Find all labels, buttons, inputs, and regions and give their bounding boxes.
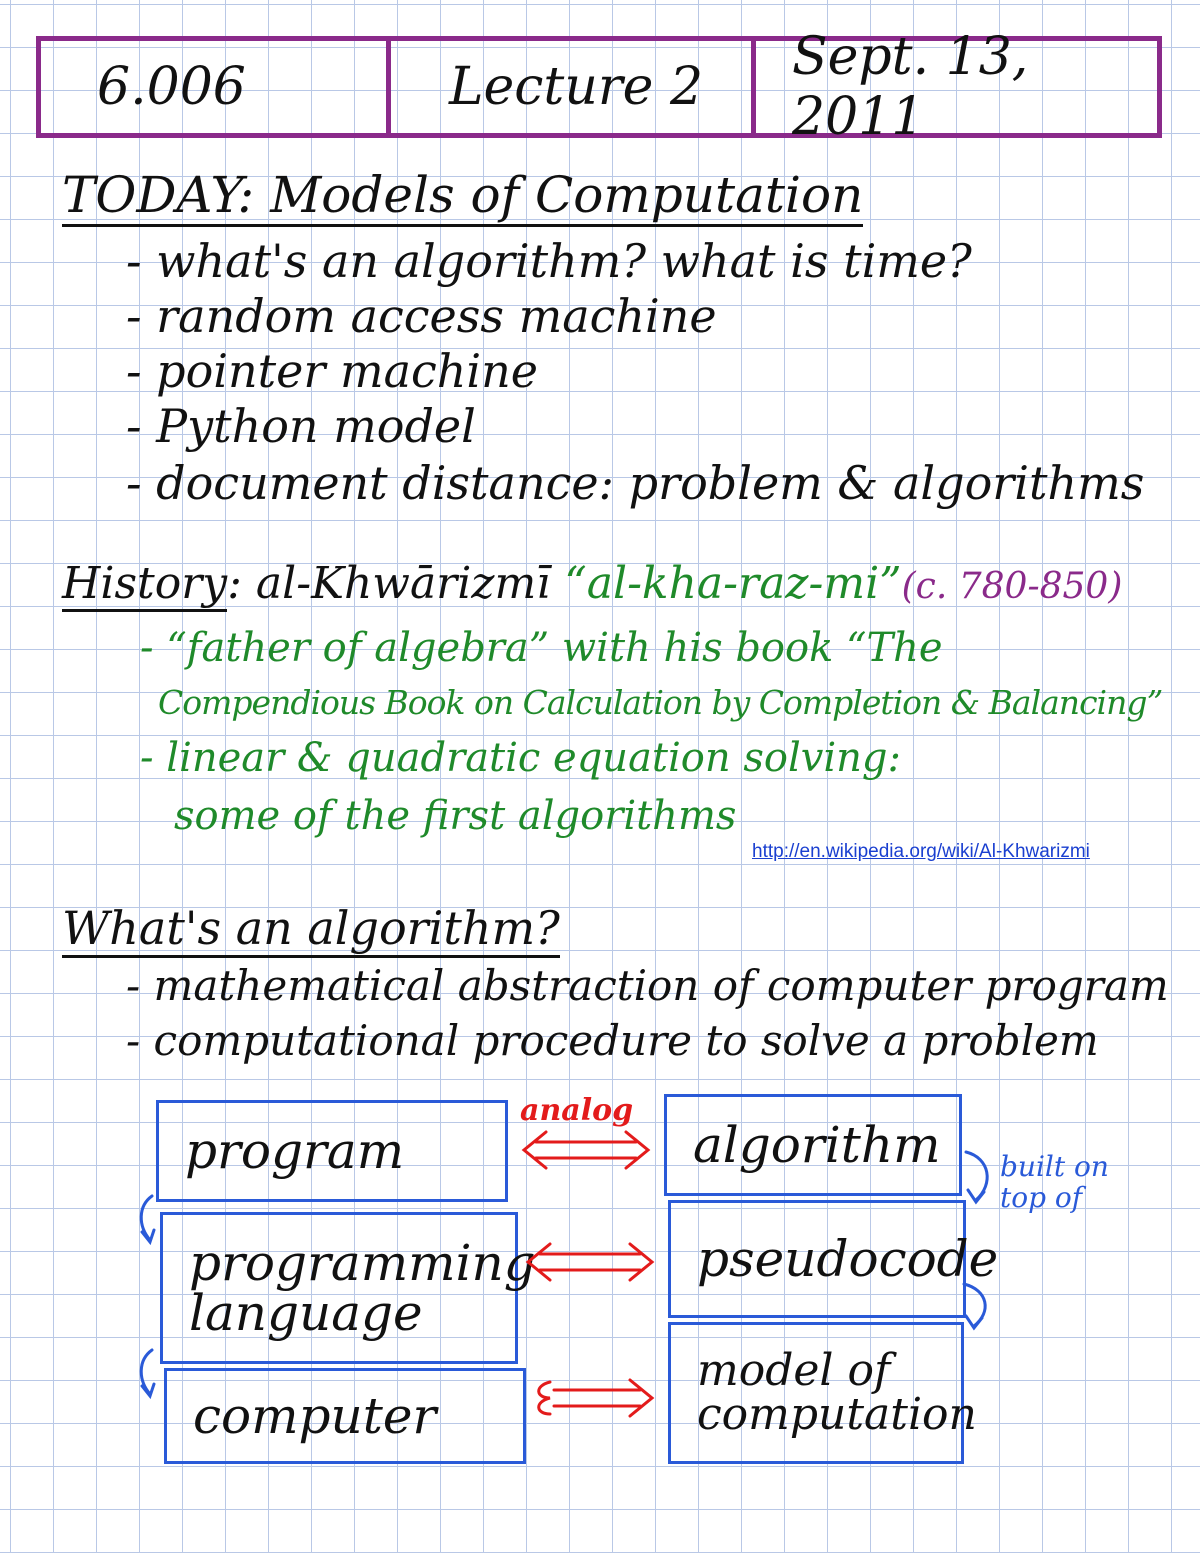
- history-line: Compendious Book on Calculation by Completion & Balancing”: [158, 683, 1163, 722]
- wikipedia-link[interactable]: http://en.wikipedia.org/wiki/Al-Khwarizmi: [752, 841, 1090, 862]
- history-line: some of the first algorithms: [174, 793, 737, 839]
- today-item: - pointer machine: [126, 344, 538, 398]
- algorithm-item: - mathematical abstraction of computer program: [126, 961, 1169, 1010]
- today-item: - Python model: [126, 399, 476, 453]
- history-dates: (c. 780-850): [901, 566, 1123, 607]
- analog-arrow-language-pseudocode: [520, 1242, 660, 1282]
- history-label: History: [62, 558, 227, 612]
- history-pronunciation: “al-kha-raz-mi”: [564, 558, 902, 609]
- pseudocode-box: pseudocode: [668, 1200, 966, 1318]
- algorithm-box: algorithm: [664, 1094, 962, 1196]
- programming-language-box: programming language: [160, 1212, 518, 1364]
- today-label: TODAY: [62, 166, 237, 227]
- program-box: program: [156, 1100, 508, 1202]
- analog-label: analog: [520, 1093, 634, 1128]
- algorithm-item: - computational procedure to solve a problem: [126, 1016, 1099, 1065]
- analog-arrow-program-algorithm: [516, 1130, 656, 1170]
- history-name: : al-Khwārizmī: [227, 558, 551, 609]
- analog-arrow-computer-model: [530, 1376, 660, 1420]
- lecture-date: Sept. 13, 2011: [792, 27, 1029, 147]
- right-curl-arrow-1: [960, 1148, 1004, 1218]
- header-bar: [36, 27, 1162, 147]
- today-item: - random access machine: [126, 289, 717, 343]
- history-line: - “father of algebra” with his book “The: [140, 625, 943, 671]
- model-of-computation-box: model of computation: [668, 1322, 964, 1464]
- course-number: 6.006: [41, 41, 391, 133]
- history-heading: [62, 558, 1123, 609]
- left-curl-arrow-2: [132, 1346, 162, 1406]
- algorithm-heading: What's an algorithm?: [62, 905, 560, 951]
- today-item: - document distance: problem & algorithms: [126, 456, 1145, 510]
- right-curl-arrow-2: [958, 1280, 1002, 1340]
- built-on-top-label: built on top of: [1000, 1150, 1109, 1214]
- today-title: : Models of Computation: [237, 166, 863, 227]
- computer-box: computer: [164, 1368, 526, 1464]
- history-line: - linear & quadratic equation solving:: [140, 735, 901, 781]
- lecture-number: Lecture 2: [391, 41, 756, 133]
- today-item: - what's an algorithm? what is time?: [126, 234, 972, 288]
- today-heading: [62, 166, 864, 224]
- left-curl-arrow-1: [132, 1192, 162, 1252]
